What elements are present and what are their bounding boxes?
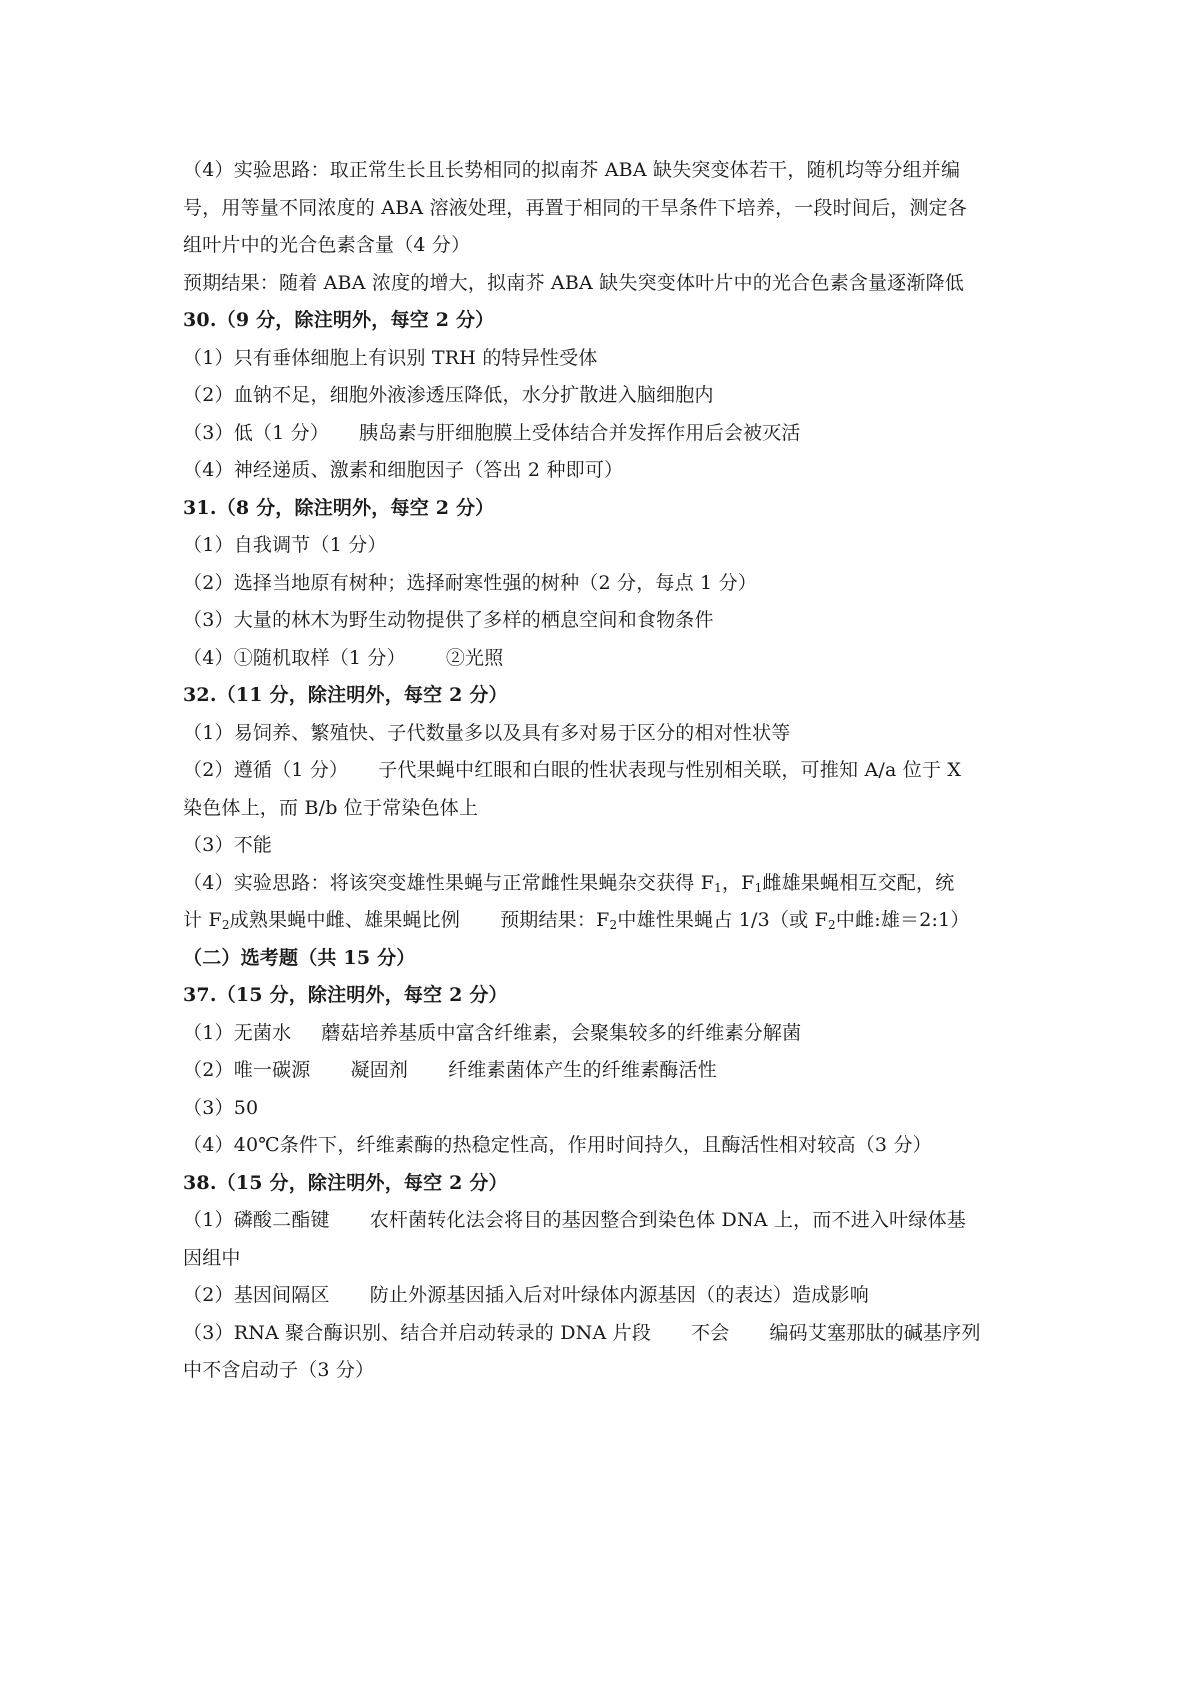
q37-answer-2-part-a: （2）唯一碳源 [183, 1059, 311, 1081]
q37-answer-2-part-c: 纤维素菌体产生的纤维素酶活性 [448, 1059, 717, 1081]
q38-answer-3-line-1 [183, 1315, 1028, 1353]
q32-answer-4-line-2-text-b: 成熟果蝇中雌、雄果蝇比例 [229, 909, 461, 931]
q32-answer-2-line-2: 染色体上，而 B/b 位于常染色体上 [183, 796, 479, 819]
q38-answer-1-part-b: 农杆菌转化法会将目的基因整合到染色体 DNA 上，而不进入叶绿体基 [369, 1209, 966, 1231]
q32-answer-4-text-a: （4）实验思路：将该突变雄性果蝇与正常雌性果蝇杂交获得 F [183, 871, 715, 894]
q31-answer-4 [183, 640, 1028, 678]
q37-answer-2-part-b: 凝固剂 [350, 1059, 409, 1081]
q29-4-expected-result: 预期结果：随着 ABA 浓度的增大，拟南芥 ABA 缺失突变体叶片中的光合色素含量逐渐降低 [183, 271, 964, 294]
q32-answer-4-line-2-text-a: 计 F [183, 909, 222, 931]
q30-answer-1: （1）只有垂体细胞上有识别 TRH 的特异性受体 [183, 346, 598, 369]
q29-4-line-3: 组叶片中的光合色素含量（4 分） [183, 234, 471, 256]
subscript: 1 [714, 880, 722, 895]
q38-answer-3-part-b: 不会 [691, 1321, 730, 1344]
q31-answer-4-part-a: （4）①随机取样（1 分） [183, 646, 406, 669]
q31-answer-2: （2）选择当地原有树种；选择耐寒性强的树种（2 分，每点 1 分） [183, 571, 757, 594]
q29-4-line-2: 号，用等量不同浓度的 ABA 溶液处理，再置于相同的干旱条件下培养，一段时间后，测定各 [183, 196, 968, 219]
q32-answer-4-text-b: ，F [721, 871, 755, 894]
subscript: 2 [221, 918, 230, 932]
q32-answer-2-part-b: 子代果蝇中红眼和白眼的性状表现与性别相关联，可推知 A/a 位于 X [378, 759, 962, 781]
q31-heading: 31.（8 分，除注明外，每空 2 分） [183, 496, 495, 519]
q37-answer-1 [183, 1015, 1028, 1053]
q30-answer-2: （2）血钠不足，细胞外液渗透压降低，水分扩散进入脑细胞内 [183, 384, 714, 406]
q31-answer-4-part-b: ②光照 [445, 646, 504, 669]
q29-4-line-1: （4）实验思路：取正常生长且长势相同的拟南芥 ABA 缺失突变体若干，随机均等分组并编 [183, 159, 961, 181]
q38-answer-2-part-b: 防止外源基因插入后对叶绿体内源基因（的表达）造成影响 [369, 1284, 869, 1306]
q32-answer-4-line-2-text-e: 中雌:雄＝2:1） [835, 909, 970, 931]
q30-answer-4: （4）神经递质、激素和细胞因子（答出 2 种即可） [183, 459, 624, 481]
q38-answer-3-part-a: （3）RNA 聚合酶识别、结合并启动转录的 DNA 片段 [183, 1321, 652, 1344]
q32-answer-4-text-c: 雌雄果蝇相互交配，统 [762, 871, 955, 894]
q37-answer-2 [183, 1052, 1028, 1090]
q38-answer-1-part-a: （1）磷酸二酯键 [183, 1209, 330, 1231]
q32-answer-2-line-1 [183, 752, 1028, 790]
q38-answer-1-line-2: 因组中 [183, 1246, 241, 1269]
q30-answer-3 [183, 415, 1028, 453]
subscript: 2 [827, 918, 836, 932]
q38-answer-2 [183, 1277, 1028, 1315]
q38-answer-3-part-c: 编码艾塞那肽的碱基序列 [769, 1321, 981, 1344]
q37-answer-4: （4）40℃条件下，纤维素酶的热稳定性高，作用时间持久，且酶活性相对较高（3 分） [183, 1134, 932, 1156]
q38-heading: 38.（15 分，除注明外，每空 2 分） [183, 1171, 508, 1194]
q38-answer-3-line-2: 中不含启动子（3 分） [183, 1359, 375, 1381]
q32-answer-4-line-2-text-d: 中雄性果蝇占 1/3（或 F [617, 909, 828, 931]
q31-answer-3: （3）大量的林木为野生动物提供了多样的栖息空间和食物条件 [183, 609, 714, 631]
q32-answer-1: （1）易饲养、繁殖快、子代数量多以及具有多对易于区分的相对性状等 [183, 721, 791, 744]
q30-heading: 30.（9 分，除注明外，每空 2 分） [183, 309, 495, 331]
q30-answer-3-part-a: （3）低（1 分） [183, 421, 330, 444]
q32-heading: 32.（11 分，除注明外，每空 2 分） [183, 684, 508, 706]
q37-answer-1-part-b: 蘑菇培养基质中富含纤维素，会聚集较多的纤维素分解菌 [321, 1021, 802, 1044]
q38-answer-2-part-a: （2）基因间隔区 [183, 1284, 330, 1306]
q32-answer-2-part-a: （2）遵循（1 分） [183, 759, 349, 781]
q32-answer-3: （3）不能 [183, 834, 273, 856]
answer-key-body [183, 152, 1028, 1390]
q37-answer-1-part-a: （1）无菌水 [183, 1021, 292, 1044]
q38-answer-1-line-1 [183, 1202, 1028, 1240]
q30-answer-3-part-b: 胰岛素与肝细胞膜上受体结合并发挥作用后会被灭活 [359, 421, 801, 444]
subscript: 1 [754, 880, 763, 895]
q37-answer-3: （3）50 [183, 1096, 259, 1119]
q32-answer-4-line-1 [183, 865, 1028, 903]
q32-answer-4-line-2 [183, 902, 1028, 940]
q32-expected-result-label: 预期结果：F [500, 909, 610, 931]
section-elective-heading: （二）选考题（共 15 分） [183, 946, 416, 969]
q31-answer-1: （1）自我调节（1 分） [183, 534, 387, 556]
q37-heading: 37.（15 分，除注明外，每空 2 分） [183, 984, 508, 1006]
subscript: 2 [609, 918, 618, 932]
